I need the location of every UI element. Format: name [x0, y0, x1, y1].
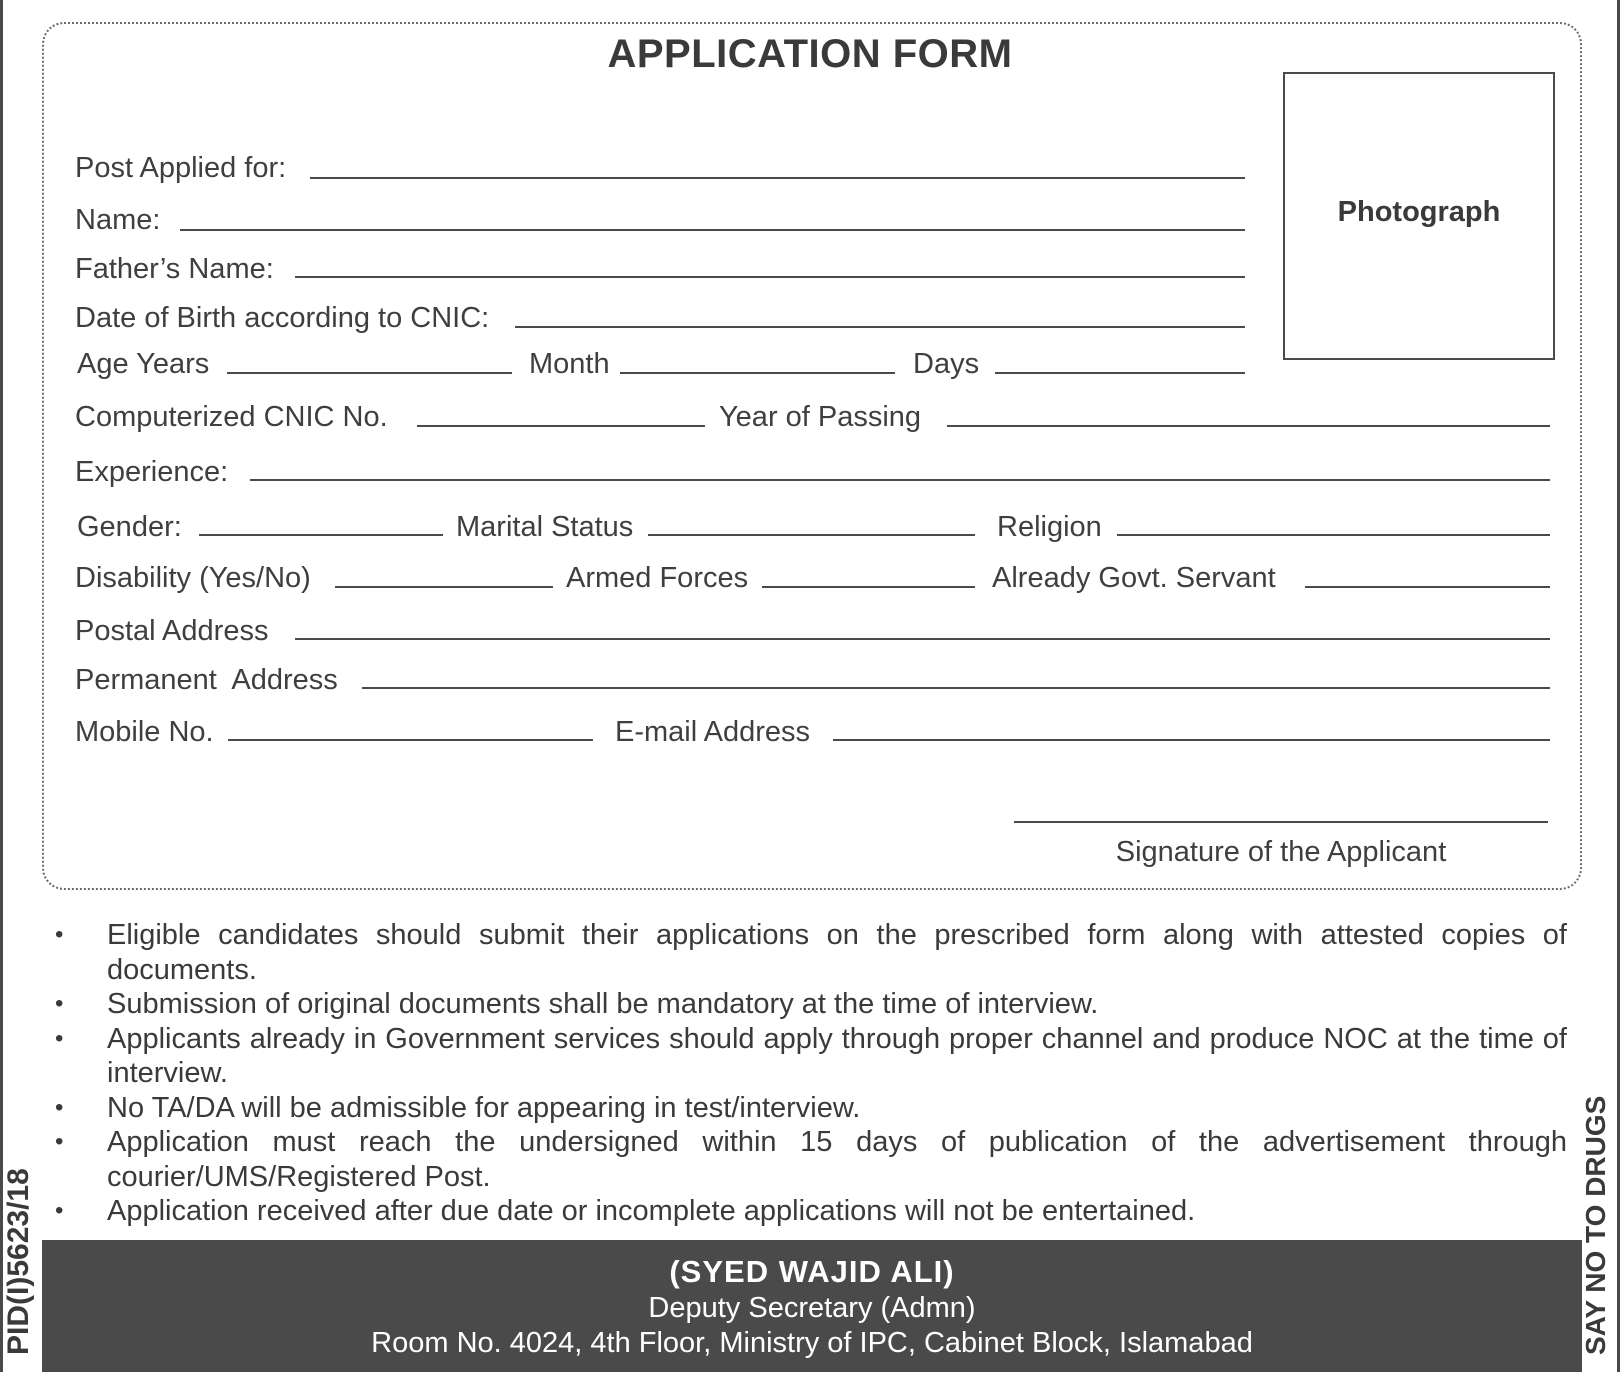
- marital-status-line[interactable]: [648, 534, 975, 536]
- field-name: [75, 200, 1245, 240]
- field-postal-address: [75, 611, 1550, 651]
- email-line[interactable]: [833, 739, 1550, 741]
- religion-line[interactable]: [1117, 534, 1550, 536]
- field-disability-armed-govt: [75, 558, 1550, 598]
- instruction-text: Applicants already in Government services should apply through proper channel and produce NOC at the time of interview.: [107, 1022, 1567, 1089]
- dob-line[interactable]: [515, 326, 1245, 328]
- list-item: [55, 918, 1567, 987]
- days-label: Days: [913, 348, 980, 380]
- officer-designation: Deputy Secretary (Admn): [648, 1292, 976, 1324]
- cnic-label: Computerized CNIC No.: [75, 401, 388, 433]
- say-no-to-drugs-slogan: SAY NO TO DRUGS: [1580, 1095, 1611, 1355]
- instruction-text: Application received after due date or incomplete applications will not be entertained.: [107, 1195, 1196, 1227]
- disability-label: Disability (Yes/No): [75, 562, 311, 594]
- field-experience: [75, 452, 1550, 492]
- signature-label: Signature of the Applicant: [1115, 836, 1447, 868]
- list-item: [55, 987, 1567, 1022]
- gender-label: Gender:: [77, 511, 182, 543]
- postal-address-label: Postal Address: [75, 615, 269, 647]
- bullet-icon: •: [55, 1197, 64, 1224]
- bullet-icon: •: [55, 1093, 64, 1121]
- field-date-of-birth: [75, 298, 1245, 338]
- govt-servant-label: Already Govt. Servant: [992, 562, 1276, 594]
- disability-line[interactable]: [335, 586, 553, 588]
- pid-code: PID(I)5623/18: [2, 1168, 35, 1355]
- experience-label: Experience:: [75, 456, 229, 488]
- list-item: [55, 1091, 1567, 1126]
- experience-line[interactable]: [250, 479, 1550, 481]
- gender-line[interactable]: [199, 534, 443, 536]
- bullet-icon: •: [55, 1128, 64, 1155]
- field-post-applied: [75, 148, 1245, 188]
- field-fathers-name: [75, 249, 1245, 289]
- field-age: [75, 344, 1245, 384]
- list-item: [55, 1125, 1567, 1194]
- photograph-label: Photograph: [1337, 196, 1501, 228]
- post-applied-line[interactable]: [310, 177, 1245, 179]
- email-label: E-mail Address: [615, 716, 811, 748]
- instruction-text: No TA/DA will be admissible for appearing in test/interview.: [107, 1091, 861, 1124]
- bullet-icon: •: [55, 990, 64, 1017]
- religion-label: Religion: [997, 511, 1102, 543]
- armed-forces-label: Armed Forces: [566, 562, 749, 594]
- days-line[interactable]: [995, 372, 1245, 374]
- mobile-label: Mobile No.: [75, 716, 214, 748]
- fathers-name-line[interactable]: [295, 276, 1245, 278]
- fathers-name-label: Father’s Name:: [75, 253, 274, 285]
- form-title: APPLICATION FORM: [607, 32, 1013, 76]
- name-label: Name:: [75, 204, 161, 236]
- instruction-text: Submission of original documents shall be mandatory at the time of interview.: [107, 988, 1099, 1020]
- field-cnic: [75, 397, 1550, 437]
- officer-name: (SYED WAJID ALI): [669, 1254, 955, 1289]
- month-line[interactable]: [620, 372, 895, 374]
- bullet-icon: •: [55, 921, 64, 948]
- cnic-line[interactable]: [417, 425, 705, 427]
- instruction-text: Application must reach the undersigned within 15 days of publication of the advertisement through courier/UMS/Registered Post.: [107, 1126, 1567, 1193]
- instructions-list: [55, 918, 1567, 1229]
- armed-forces-line[interactable]: [762, 586, 975, 588]
- office-address: Room No. 4024, 4th Floor, Ministry of IPC, Cabinet Block, Islamabad: [371, 1327, 1253, 1359]
- dob-label: Date of Birth according to CNIC:: [75, 302, 490, 334]
- marital-status-label: Marital Status: [456, 511, 634, 543]
- postal-address-line[interactable]: [295, 638, 1550, 640]
- year-of-passing-line[interactable]: [947, 425, 1550, 427]
- field-gender-marital-religion: [75, 507, 1550, 547]
- footer-bar: [42, 1240, 1582, 1372]
- field-mobile-email: [75, 712, 1550, 752]
- signature-line[interactable]: [1014, 821, 1548, 823]
- mobile-line[interactable]: [228, 739, 593, 741]
- bullet-icon: •: [55, 1024, 64, 1052]
- instruction-text: Eligible candidates should submit their applications on the prescribed form along with attested copies of documents.: [107, 919, 1567, 986]
- month-label: Month: [529, 348, 610, 380]
- list-item: [55, 1022, 1567, 1091]
- age-years-label: Age Years: [77, 348, 210, 380]
- govt-servant-line[interactable]: [1305, 586, 1550, 588]
- field-permanent-address: [75, 660, 1550, 700]
- permanent-address-label: Permanent Address: [75, 664, 338, 696]
- right-border-rule: [1617, 0, 1620, 1372]
- list-item: [55, 1194, 1567, 1229]
- permanent-address-line[interactable]: [362, 687, 1550, 689]
- photograph-box: [1283, 72, 1555, 360]
- post-applied-label: Post Applied for:: [75, 152, 287, 184]
- name-line[interactable]: [180, 229, 1245, 231]
- year-of-passing-label: Year of Passing: [719, 401, 922, 433]
- age-years-line[interactable]: [227, 372, 512, 374]
